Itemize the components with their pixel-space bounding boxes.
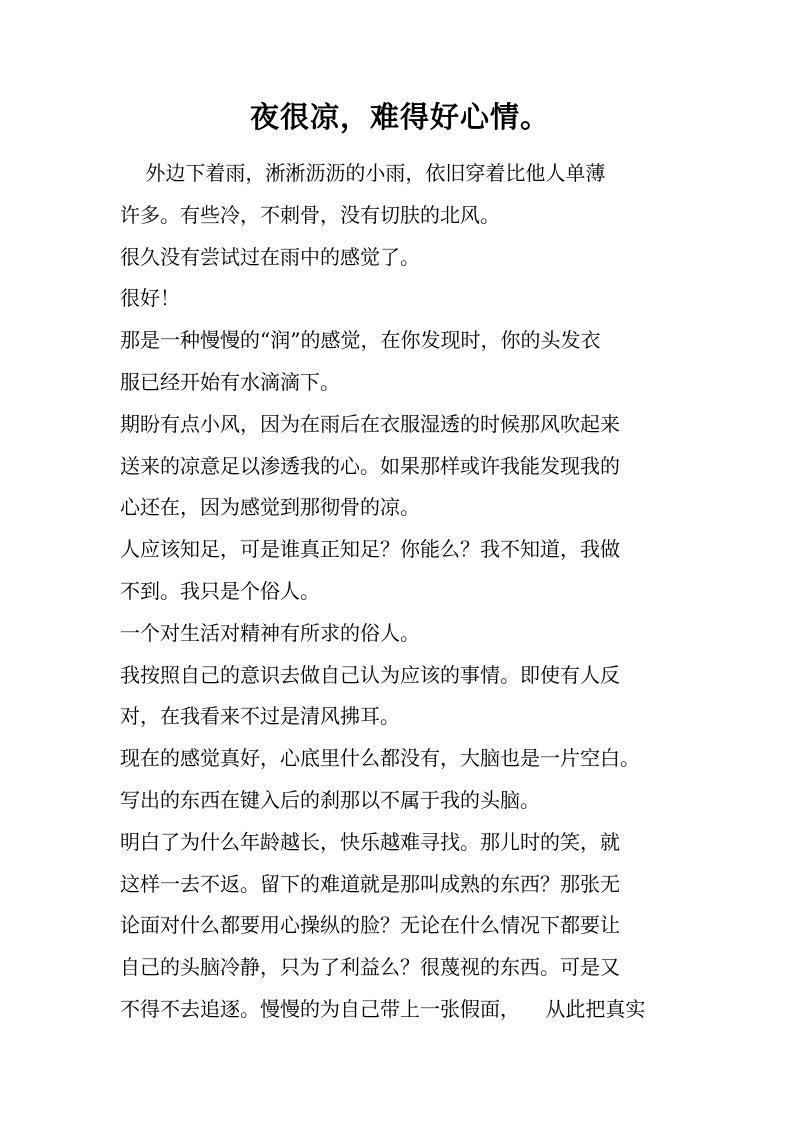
document-title: 夜很凉，难得好心情。 [249, 100, 550, 134]
text-line: 许多。有些冷，不刺骨，没有切肤的北风。 [120, 202, 500, 227]
text-line: 我按照自己的意识去做自己认为应该的事情。即使有人反 [120, 662, 620, 687]
text-line: 人应该知足，可是谁真正知足？你能么？我不知道，我做 [120, 537, 620, 562]
text-line: 服已经开始有水滴滴下。 [120, 369, 340, 394]
text-line: 一个对生活对精神有所求的俗人。 [120, 620, 420, 645]
text-line: 这样一去不返。留下的难道就是那叫成熟的东西？那张无 [120, 871, 620, 896]
text-line: 明白了为什么年龄越长，快乐越难寻找。那儿时的笑，就 [120, 829, 620, 854]
text-line: 心还在，因为感觉到那彻骨的凉。 [120, 495, 420, 520]
text-line: 对，在我看来不过是清风拂耳。 [120, 704, 400, 729]
text-line: 自己的头脑冷静，只为了利益么？很蔑视的东西。可是又 [120, 955, 620, 980]
text-line: 写出的东西在键入后的刹那以不属于我的头脑。 [120, 787, 540, 812]
text-line: 外边下着雨，淅淅沥沥的小雨，依旧穿着比他人单薄 [120, 161, 606, 185]
text-line: 很久没有尝试过在雨中的感觉了。 [120, 244, 420, 269]
text-line: 期盼有点小风，因为在雨后在衣服湿透的时候那风吹起来 [120, 411, 620, 436]
text-line: 论面对什么都要用心操纵的脸？无论在什么情况下都要让 [120, 913, 620, 938]
text-line: 不到。我只是个俗人。 [120, 578, 320, 603]
document-body [120, 153, 695, 1031]
text-line: 很好！ [120, 286, 180, 311]
text-line: 送来的凉意足以渗透我的心。如果那样或许我能发现我的 [120, 453, 620, 478]
text-line: 不得不去追逐。慢慢的为自己带上一张假面， 从此把真实 [120, 996, 646, 1021]
text-line: 那是一种慢慢的“润”的感觉，在你发现时，你的头发衣 [120, 328, 601, 353]
text-line: 现在的感觉真好，心底里什么都没有，大脑也是一片空白。 [120, 746, 640, 771]
